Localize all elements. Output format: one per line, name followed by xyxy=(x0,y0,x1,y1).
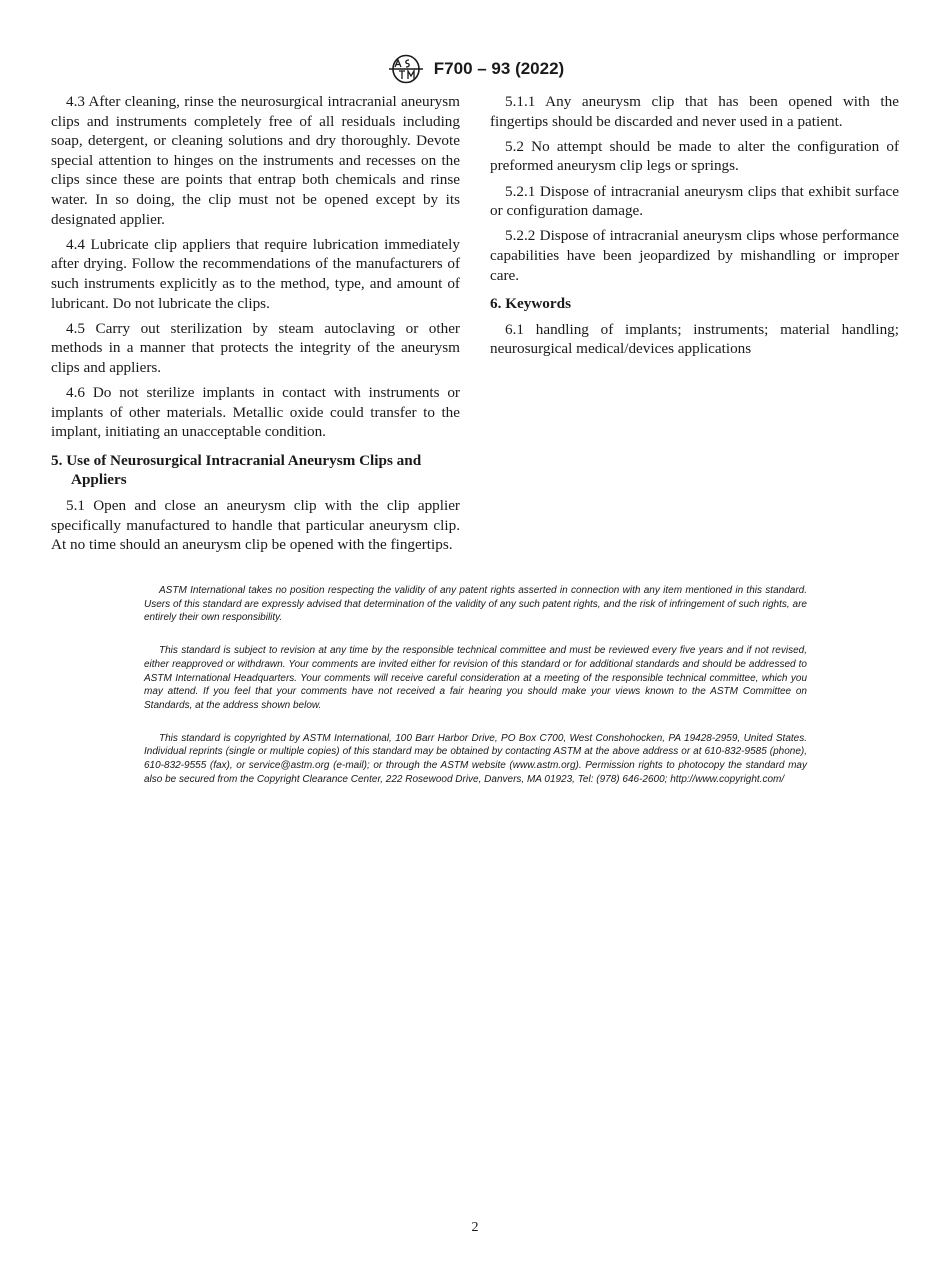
document-designation: F700 – 93 (2022) xyxy=(433,59,565,78)
left-column xyxy=(51,92,460,560)
astm-logo-icon xyxy=(386,54,426,84)
legal-notice xyxy=(144,584,807,805)
paragraph-4-6: 4.6 Do not sterilize implants in contact with instruments or implants of other materials. Metallic oxide could transfer to the implant, initiating an unacceptable condition. xyxy=(51,384,460,441)
paragraph-4-3: 4.3 After cleaning, rinse the neurosurgical intracranial aneurysm clips and instruments completely free of all residuals including soap, detergent, or cleaning solutions and dry thoroughly. Devote special attention to hinges on the instruments and recesses on the clips since these are points that entrap both chemicals and rinse water. In so doing, the clip must not be opened except by its designated applier. xyxy=(51,93,460,228)
right-column xyxy=(490,92,899,365)
paragraph-4-4: 4.4 Lubricate clip appliers that require lubrication immediately after drying. Follow the recommendations of the manufacturers of such instruments explicitly as to the method, type, and amount of lubricant. Do not lubricate the clips. xyxy=(51,235,460,312)
revision-notice: This standard is subject to revision at any time by the responsible technical committee and must be reviewed every five years and if not revised, either reapproved or withdrawn. Your comments are invited either for revision of this standard or for additional standards and should be addressed to ASTM International Headquarters. Your comments will receive careful consideration at a meeting of the responsible technical committee, which you may attend. If you feel that your comments have not received a fair hearing you should make your views known to the ASTM Committee on Standards, at the address shown below. xyxy=(144,645,807,711)
paragraph-5-1: 5.1 Open and close an aneurysm clip with the clip applier specifically manufactured to handle that particular aneurysm clip. At no time should an aneurysm clip be opened with the fingertips. xyxy=(51,497,460,554)
patent-notice: ASTM International takes no position respecting the validity of any patent rights asserted in connection with any item mentioned in this standard. Users of this standard are expressly advised that determination of the validity of any such patent rights, and the risk of infringement of such rights, are entirely their own responsibility. xyxy=(144,585,807,624)
paragraph-5-2: 5.2 No attempt should be made to alter the configuration of preformed aneurysm clip legs or springs. xyxy=(490,137,899,175)
page-number: 2 xyxy=(471,1220,479,1235)
section-6-heading: 6. Keywords xyxy=(490,295,571,313)
section-5-heading: 5. Use of Neurosurgical Intracranial Aneurysm Clips and Appliers xyxy=(51,451,422,489)
paragraph-5-2-1: 5.2.1 Dispose of intracranial aneurysm clips that exhibit surface or configuration damage. xyxy=(490,182,899,220)
paragraph-6-1: 6.1 handling of implants; instruments; material handling; neurosurgical medical/devices applications xyxy=(490,320,899,358)
paragraph-5-1-1: 5.1.1 Any aneurysm clip that has been opened with the fingertips should be discarded and never used in a patient. xyxy=(490,93,899,130)
paragraph-5-2-2: 5.2.2 Dispose of intracranial aneurysm clips whose performance capabilities have been jeopardized by mishandling or improper care. xyxy=(490,227,899,284)
copyright-notice: This standard is copyrighted by ASTM International, 100 Barr Harbor Drive, PO Box C700, West Conshohocken, PA 19428-2959, United States. Individual reprints (single or multiple copies) of this standard may be obtained by contacting ASTM at the above address or at 610-832-9585 (phone), 610-832-9555 (fax), or service@astm.org (e-mail); or through the ASTM website (www.astm.org). Permission rights to photocopy the standard may also be secured from the Copyright Clearance Center, 222 Rosewood Drive, Danvers, MA 01923, Tel: (978) 646-2600; http://www.copyright.com/ xyxy=(144,732,807,785)
page-header xyxy=(0,54,950,84)
paragraph-4-5: 4.5 Carry out sterilization by steam autoclaving or other methods in a manner that protects the integrity of the aneurysm clips and appliers. xyxy=(51,319,460,376)
